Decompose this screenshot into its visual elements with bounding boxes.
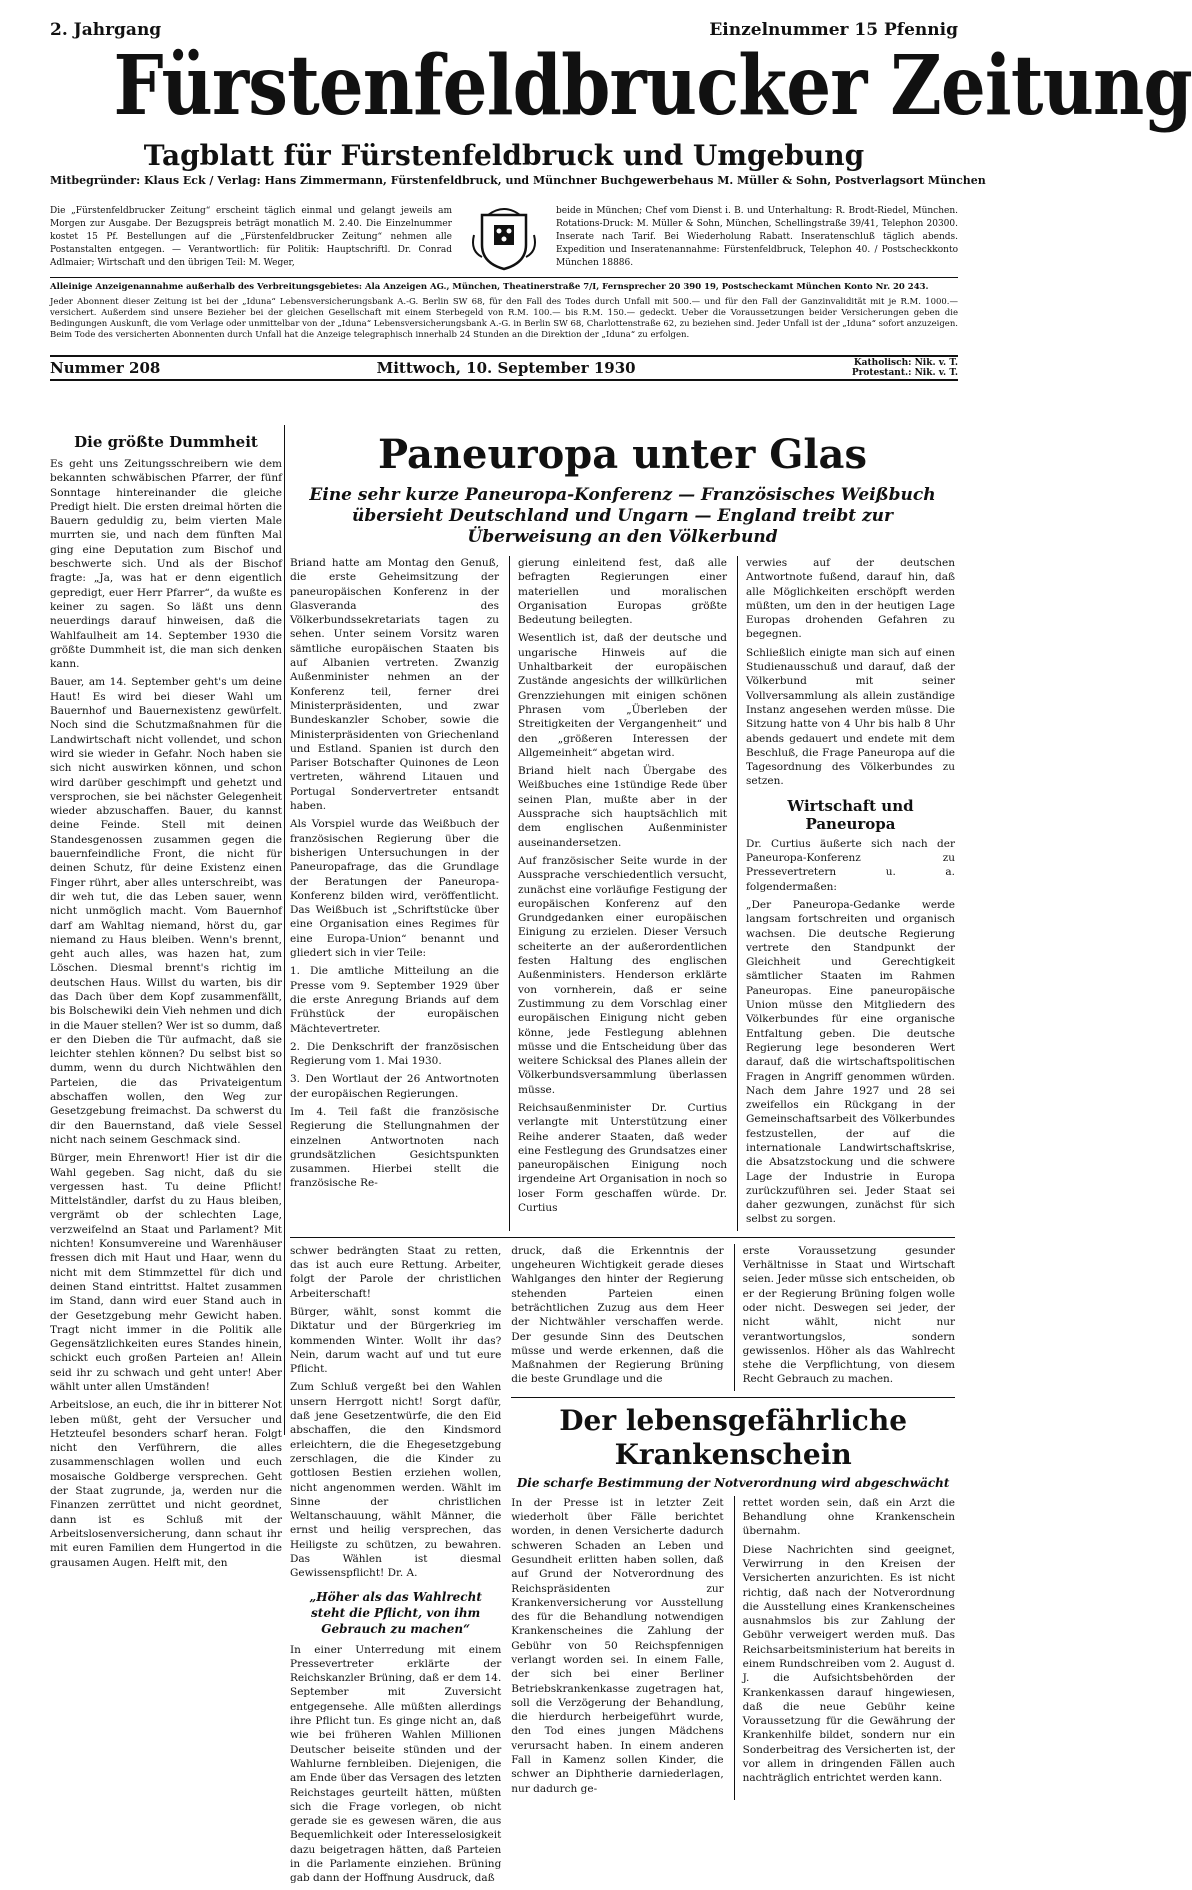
lead-paragraph: Wesentlich ist, daß der deutsche und ungarische Hinweis auf die Unhaltbarkeit der europäischen Zustände angesichts der willkürlichen Grenzziehungen mit einigen schönen Phrasen vom „Überleben der Streitigkeiten der Vergangenheit“ und den „größeren Interessen der Allgemeinheit“ abgetan wird. (518, 632, 727, 759)
publisher-line: Mitbegründer: Klaus Eck / Verlag: Hans Zimmermann, Fürstenfeldbruck, und Münchner Buchgewerbehaus M. Müller & Sohn, Postverlagsort München (50, 174, 986, 187)
middle-right-columns (511, 1244, 955, 1391)
kranken-col-1 (511, 1496, 723, 1800)
middle-paragraph: schwer bedrängten Staat zu retten, das ist auch eure Rettung. Arbeiter, folgt der Parole der christlichen Arbeiterschaft! (290, 1244, 502, 1300)
lead-paragraph: Briand hatte am Montag den Genuß, die erste Geheimsitzung der paneuropäischen Konferenz in der Glasveranda des Völkerbundssekretariats tagen zu sehen. Unter seinem Vorsitz waren sämtliche europäischen Staaten bis auf Albanien vertreten. Zwanzig Außenminister nehmen an der Konferenz teil, ferner drei Ministerpräsidenten, und zwar Bundeskanzler Schober, sowie die Ministerpräsidenten von Griechenland und Estland. Spanien ist durch den Pariser Botschafter Quinones de Leon vertreten, während Litauen und Portugal Sondervertreter entsandt haben. (290, 557, 499, 813)
insurance-notice: Jeder Abonnent dieser Zeitung ist bei der „Iduna“ Lebensversicherungsbank A.-G. Berlin SW 68, für den Fall des Todes durch Unfall mit 500.— und für den Fall der Ganzinvalidität mit je R.M. 1000.— versichert. Außerdem sind unsere Bezieher bei der gleichen Gesellschaft mit einem Sterbegeld von R.M. 100.— bis R.M. 150.— gedeckt. Ueber die Voraussetzungen beider Versicherungen geben die Bedingungen Auskunft, die vom Verlage oder unmittelbar von der „Iduna“ Lebensversicherungsbank A.-G. in Berlin SW 68, Charlottenstraße 62, zu beziehen sind. Jeder Unfall ist der „Iduna“ sofort anzuzeigen. Beim Tode des versicherten Abonnenten durch Unfall hat die Anzeige telegraphisch innerhalb 24 Stunden an die Direktion der „Iduna“ zu erfolgen. (50, 297, 958, 340)
kranken-subheadline: Die scharfe Bestimmung der Notverordnung wird abgeschwächt (516, 1475, 950, 1490)
issue-number: Nummer 208 (50, 359, 161, 377)
divider (511, 1397, 955, 1398)
ads-notice: Alleinige Anzeigenannahme außerhalb des Verbreitungsgebietes: Ala Anzeigen AG., München, Theatinerstraße 7/I, Fernsprecher 20 390 19, Postscheckamt München Konto Nr. 20 243. (50, 282, 929, 292)
middle-paragraph: erste Voraussetzung gesunder Verhältnisse in Staat und Wirtschaft seien. Jeder müsse sich entscheiden, ob er der Regierung Brüning folgen wolle oder nicht. Deswegen sei jeder, der nicht wählt, nicht nur verantwortungslos, sondern gewissenlos. Höher als das Wahlrecht stehe die Verpflichtung, von diesem Recht Gebrauch zu machen. (742, 1244, 956, 1386)
right-area (290, 425, 955, 1890)
price-label: Einzelnummer 15 Pfennig (709, 20, 958, 40)
lead-paragraph: Dr. Curtius äußerte sich nach der Paneuropa-Konferenz zu Pressevertretern u. a. folgendermaßen: (746, 837, 955, 893)
middle-paragraph: Bürger, wählt, sonst kommt die Diktatur und der Bürgerkrieg im kommenden Winter. Wollt ihr das? Nein, darum wacht auf und tut eure Pflicht. (290, 1305, 502, 1376)
kranken-paragraph: rettet worden sein, daß ein Arzt die Behandlung ohne Krankenschein übernahm. (742, 1496, 956, 1538)
lead-paragraph: verwies auf der deutschen Antwortnote fußend, darauf hin, daß alle Möglichkeiten erschöpft werden müßten, um den in der heutigen Lage Europas drohenden Gefahren zu begegnen. (746, 557, 955, 641)
kranken-paragraph: In der Presse ist in letzter Zeit wiederholt über Fälle berichtet worden, in denen Versicherte dadurch schweren Schaden an Leben und Gesundheit erlitten haben sollen, daß auf Grund der Notverordnung des Reichspräsidenten zur Krankenversicherung vor Ausstellung des für die Behandlung notwendigen Krankenscheines die Zahlung der Gebühr von 50 Reichspfennigen verlangt worden sei. In einem Falle, der sich bei einer Berliner Betriebskrankenkasse zugetragen hat, soll die Verzögerung der Behandlung, die hierdurch herbeigeführt wurde, den Tod eines jungen Mädchens verursacht haben. In einem anderen Fall in Kamenz sollen Kinder, die schwer an Diphtherie darniederlagen, nur dadurch ge- (511, 1496, 724, 1795)
middle-columns (290, 1244, 955, 1890)
masthead-subtitle: Tagblatt für Fürstenfeldbruck und Umgebung (143, 139, 865, 172)
lead-paragraph: 2. Die Denkschrift der französischen Regierung vom 1. Mai 1930. (290, 1040, 499, 1068)
masthead: Fürstenfeldbrucker Zeitung (113, 38, 1192, 134)
kranken-headline: Der lebensgefährliche Krankenschein (559, 1403, 908, 1471)
left-paragraph: Bürger, mein Ehrenwort! Hier ist dir die Wahl gegeben. Sag nicht, daß du sie vergessen hast. Tu deine Pflicht! Mittelständler, darfst du zu Haus bleiben, vergrämt ob der schlechten Lage, verzweifelnd an Staat und Parlament? Mit nichten! Konsumvereine und Warenhäuser fressen dich mit Haut und Haar, wenn du nicht mit dem Stimmzettel für dich und deinen Stand eintrittst. Haltet zusammen im Stand, dann wird euer Stand auch in der Gesetzgebung mehr Gewicht haben. Tragt nicht immer in die Politik alle Gegensätzlichkeiten eures Standes hinein, schickt euch großen Parteien an! Allein seid ihr zu schwach und geht unter! Aber wählt unter allen Umständen! (50, 1152, 282, 1393)
lead-columns (290, 556, 955, 1231)
bruening-subheading: „Höher als das Wahlrecht steht die Pflicht, von ihm Gebrauch zu machen“ (309, 1589, 482, 1636)
left-paragraph: Arbeitslose, an euch, die ihr in bitterer Not leben müßt, geht der Versucher und Hetzteufel besonders scharf heran. Folgt nicht den Verführern, die alles zusammenschlagen wollen und euch mosaische Goldberge versprechen. Geht der Staat zugrunde, ja, werden nur die Finanzen zerrüttet und nicht geordnet, dann ist es Schluß mit der Arbeitslosenversicherung, dann schaut ihr mit euren Familien dem Hungertod in die grausamen Augen. Helft mit, den (50, 1399, 282, 1569)
lead-paragraph: 1. Die amtliche Mitteilung an die Presse vom 9. September 1929 über die erste Anregung Briands auf dem Frühstück der europäischen Mächtevertreter. (290, 965, 499, 1035)
lead-headline: Paneuropa unter Glas (378, 431, 867, 478)
info-left: Die „Fürstenfeldbrucker Zeitung“ erscheint täglich einmal und gelangt jeweils am Morgen zur Ausgabe. Der Bezugspreis beträgt monatlich M. 2.40. Die Einzelnummer kostet 15 Pf. Bestellungen auf die „Fürstenfeldbrucker Zeitung“ nehmen alle Postanstalten entgegen. — Verantwortlich: für Politik: Hauptschriftl. Dr. Conrad Adlmaier; Wirtschaft und den übrigen Teil: M. Weger, (50, 206, 452, 268)
dateline (50, 355, 958, 381)
lead-col-3 (737, 556, 955, 1231)
lead-col-2 (509, 556, 727, 1231)
kranken-paragraph: Diese Nachrichten sind geeignet, Verwirrung in den Kreisen der Versicherten anzurichten. Es ist nicht richtig, daß nach der Notverordnung die Ausstellung eines Krankenscheines ausnahmslos bis zur Zahlung der Gebühr verweigert werden muß. Das Reichsarbeitsministerium hat bereits in einem Rundschreiben vom 2. August d. J. die Aufsichtsbehörden der Krankenkassen darauf hingewiesen, daß die neue Gebühr keine Voraussetzung für die Gewährung der Krankenhilfe bildet, sondern nur ein Sonderbeitrag des Versicherten ist, der vor allem in dringenden Fällen auch nachträglich entrichtet werden kann. (742, 1543, 956, 1785)
lead-paragraph: Im 4. Teil faßt die französische Regierung die Stellungnahmen der einzelnen Antwortnoten nach grundsätzlichen Gesichtspunkten zusammen. Hierbei stellt die französische Re- (290, 1105, 499, 1190)
middle-col-1 (290, 1244, 501, 1890)
info-right: beide in München; Chef vom Dienst i. B. und Unterhaltung: R. Brodt-Riedel, München. Rotations-Druck: M. Müller & Sohn, München, Schellingstraße 39/41, Telephon 20300. Inserate nach Tarif. Bei Wiederholung Rabatt. Inseratenschluß täglich abends. Expedition und Inseratenannahme: Fürstenfeldbruck, Telephon 40. / Postscheckkonto München 18886. (556, 206, 958, 268)
left-paragraph: Bauer, am 14. September geht's um deine Haut! Es wird bei dieser Wahl um Bauernhof und Bauernexistenz gewürfelt. Noch sind die Schutzmaßnahmen für die Landwirtschaft nicht vollendet, und schon wird sie wieder in Gefahr. Noch haben sie sich nicht auswirken können, und schon wird darüber geschimpft und gehetzt und versprochen, sie bei nächster Gelegenheit wieder abzuschaffen. Bauer, du kannst deine Feinde. Stell mit deinen Standesgenossen zusammen gegen die bauernfeindliche Front, die nicht für deinen Schutz, für deine Existenz einen Finger rührt, aber alles unterschreibt, was dir weh tut, die das Leben sauer, wenn nicht unmöglich macht. Vom Bauernhof darf am Wahltag niemand, hörst du, gar niemand zu Haus bleiben. Wenn's brennt, geht auch alles, was hazen hat, zum Löschen. Diesmal brennt's richtig im deutschen Haus. Willst du warten, bis dir das Dach über dem Kopf zusammenfällt, bis Bolschewiki dein Vieh nehmen und dich in die Mauer stellen? Wer ist so dumm, daß er den Dieben die Tür aufmacht, daß sie leichter stehlen können? Du selbst bist so dumm, wenn du durch Nichtwählen den Parteien, die das Privateigentum abschaffen wollen, den Weg zur Gesetzgebung freimachst. Da schwerst du dir den Bauernstand, daß viele Sessel nicht nach seinem Geschmack sind. (50, 676, 282, 1146)
middle-paragraph: Zum Schluß vergeßt bei den Wahlen unsern Herrgott nicht! Sorgt dafür, daß jene Gesetzentwürfe, die den Eid abschaffen, die den Kindsmord erleichtern, die die Ehegesetzgebung zerschlagen, die die Kinder zu gottlosen Bestien erziehen wollen, nicht angenommen werden. Wählt im Sinne der christlichen Weltanschauung, wählt Männer, die ernst und heilig versprechen, das Heiligste zu schützen, zu bewahren. Das Wählen ist diesmal Gewissenspflicht! Dr. A. (290, 1381, 502, 1580)
lead-paragraph: gierung einleitend fest, daß alle befragten Regierungen einer materiellen und moralischen Organisation Europas größte Bedeutung beilegten. (518, 557, 727, 627)
calendar-catholic: Katholisch: Nik. v. T. (853, 358, 958, 368)
left-paragraph: Es geht uns Zeitungsschreibern wie dem bekannten schwäbischen Pfarrer, der fünf Sonntage hintereinander die gleiche Predigt hielt. Die ersten dreimal hörten die Bauern geduldig zu, beim vierten Male murrten sie, und nach dem fünften Mal ging eine Deputation zum Bischof und beschwerte sich. Und als der Bischof fragte: „Ja, was hat er denn eigentlich gepredigt, euer Herr Pfarrer“, da wußte es keiner zu sagen. So läßt uns denn neuerdings darauf hinweisen, daß die Wahlfaulheit am 14. September 1930 die größte Dummheit ist, die man sich denken kann. (50, 458, 282, 671)
info-box (50, 205, 958, 271)
year-label: 2. Jahrgang (50, 20, 162, 40)
left-article-title: Die größte Dummheit (74, 433, 258, 451)
crest-icon (468, 205, 540, 271)
lead-paragraph: 3. Den Wortlaut der 26 Antwortnoten der europäischen Regierungen. (290, 1073, 499, 1100)
divider (290, 1237, 955, 1238)
middle-right (511, 1244, 955, 1890)
lead-col-1 (290, 556, 499, 1231)
middle-paragraph: In einer Unterredung mit einem Pressevertreter erklärte der Reichskanzler Brüning, daß er dem 14. September mit Zuversicht entgegensehe. Alle müßten allerdings ihre Pflicht tun. Es ginge nicht an, daß wie bei früheren Wahlen Millionen Deutscher beiseite stünden und der Wahlurne fernbleiben. Diejenigen, die am Ende über das Versagen des letzten Reichstages geurteilt hätten, müßten sich die Frage vorlegen, ob nicht gerade sie es gewesen wären, die aus Bequemlichkeit oder Interesselosigkeit dazu beigetragen hätten, daß Parteien in die Parlamente einziehen. Brüning gab dann der Hoffnung Ausdruck, daß (290, 1643, 502, 1885)
lead-subheadline: Eine sehr kurze Paneuropa-Konferenz — Französisches Weißbuch übersieht Deutschland und Ungarn — England treibt zur Überweisung an den Völkerbund (309, 485, 936, 547)
issue-date: Mittwoch, 10. September 1930 (376, 359, 636, 377)
lead-paragraph: Als Vorspiel wurde das Weißbuch der französischen Regierung über die bisherigen Untersuchungen in der Paneuropafrage, das die Grundlage der Beratungen der Paneuropa-Konferenz bilden wird, veröffentlicht. Das Weißbuch ist „Schriftstücke über eine Organisation eines Regimes für eine Europa-Union“ benannt und gliedert sich in vier Teile: (290, 818, 499, 960)
kranken-columns (511, 1496, 955, 1800)
economy-subheading: Wirtschaft und Paneuropa (787, 796, 914, 833)
column-rule (284, 425, 285, 1435)
church-calendar (852, 358, 958, 378)
lead-paragraph: Reichsaußenminister Dr. Curtius verlangte mit Unterstützung einer Reihe anderer Staaten, daß weder eine Festlegung des Grundsatzes einer paneuropäischen Einigung noch irgendeine Art Organisation in noch so loser Form geschaffen würde. Dr. Curtius (518, 1101, 727, 1215)
middle-col-2 (511, 1244, 723, 1391)
lead-paragraph: Schließlich einigte man sich auf einen Studienausschuß und darauf, daß der Völkerbund mit seiner Vollversammlung als allein zuständige Instanz angesehen werden müsse. Die Sitzung hatte von 4 Uhr bis halb 8 Uhr abends gedauert und endete mit dem Beschluß, die Frage Paneuropa auf die Tagesordnung des Völkerbundes zu setzen. (746, 646, 955, 788)
lead-paragraph: Auf französischer Seite wurde in der Aussprache verschiedentlich versucht, zunächst eine vorläufige Festigung der europäischen Konferenz auf den Grundgedanken einer europäischen Einigung zu erzielen. Dieser Versuch scheiterte an der außerordentlichen festen Haltung des englischen Außenministers. Henderson erklärte von vornherein, daß er seine Zustimmung zu dem Vorschlag einer europäischen Einigung nicht geben könne, jede Festlegung ablehnen müsse und die Entscheidung über das weitere Schicksal des Planes allein der Völkerbundsversammlung überlassen müsse. (518, 854, 727, 1096)
lead-paragraph: Briand hielt nach Übergabe des Weißbuches eine 1stündige Rede über seinen Plan, mußte aber in der Aussprache sich hauptsächlich mit dem englischen Außenminister auseinandersetzen. (518, 765, 727, 849)
middle-col-3 (734, 1244, 955, 1391)
calendar-protestant: Protestant.: Nik. v. T. (851, 368, 958, 378)
lead-paragraph: „Der Paneuropa-Gedanke werde langsam fortschreiten und organisch wachsen. Die deutsche Regierung vertrete den Standpunkt der Gleichheit und Gerechtigkeit sämtlicher Staaten im Rahmen Paneuropas. Eine paneuropäische Union müsse den Mitgliedern des Völkerbundes für eine organische Entfaltung geben. Die deutsche Regierung lege besonderen Wert darauf, daß die wirtschaftspolitischen Fragen in Angriff genommen würden. Nach dem Jahre 1927 und 28 sei zweifellos ein Rückgang in der Gemeinschaftsarbeit des Völkerbundes festzustellen, der auf die internationale Landwirtschaftskrise, die Absatzstockung und die schwere Lage der Industrie in Europa zurückzuführen sei. Jeder Staat sei daher gezwungen, zunächst für sich selbst zu sorgen. (746, 898, 955, 1226)
left-column (50, 425, 282, 1574)
middle-paragraph: druck, daß die Erkenntnis der ungeheuren Wichtigkeit gerade dieses Wahlganges den hinter der Regierung stehenden Parteien einen beträchtlichen Zuzug aus dem Heer der Nichtwähler verschaffen werde. Der gesunde Sinn des Deutschen müsse und werde erkennen, daß die Maßnahmen der Regierung Brüning die beste Grundlage und die (511, 1244, 724, 1386)
kranken-col-2 (734, 1496, 955, 1800)
divider (50, 277, 958, 278)
